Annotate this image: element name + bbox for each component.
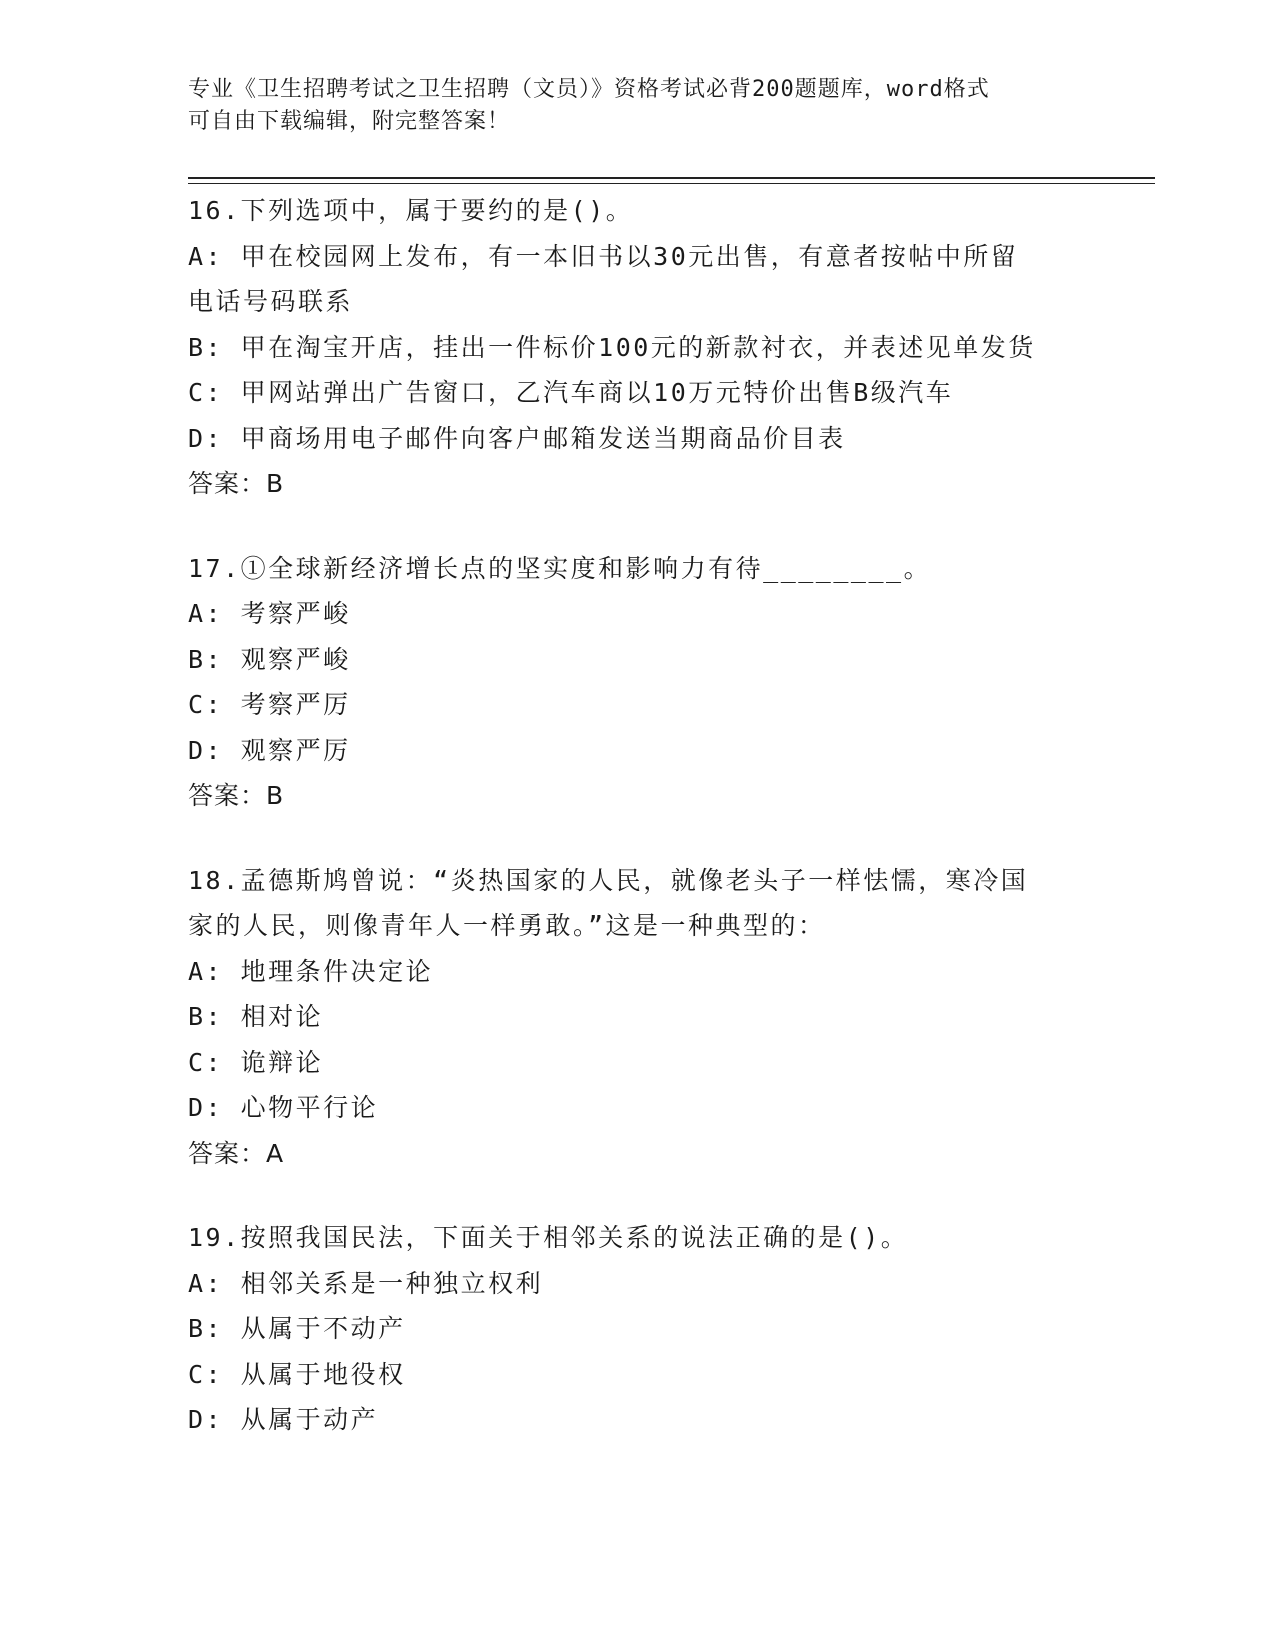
header-divider-thin	[188, 183, 1155, 184]
header-line-1: 专业《卫生招聘考试之卫生招聘（文员）》资格考试必背200题题库，word格式	[188, 77, 990, 102]
option-a: A: 地理条件决定论	[188, 956, 434, 986]
option-c: C: 考察严厉	[188, 690, 351, 719]
option-c: C: 诡辩论	[188, 1047, 324, 1077]
option-a-continued: 电话号码联系	[188, 287, 354, 316]
header-line-2: 可自由下载编辑，附完整答案！	[188, 109, 511, 134]
option-b: B: 甲在淘宝开店，挂出一件标价100元的新款衬衣，并表述见单发货	[188, 332, 1036, 362]
option-d: D: 甲商场用电子邮件向客户邮箱发送当期商品价目表	[188, 423, 846, 453]
question-stem-continued: 家的人民，则像青年人一样勇敢。”这是一种典型的：	[188, 911, 826, 940]
option-b: B: 观察严峻	[188, 644, 351, 674]
option-b: B: 相对论	[188, 1002, 324, 1031]
option-d: D: 观察严厉	[188, 735, 351, 765]
option-d: D: 从属于动产	[188, 1405, 379, 1434]
answer-label: 答案：B	[188, 781, 285, 810]
option-d: D: 心物平行论	[188, 1093, 379, 1122]
option-c: C: 从属于地役权	[188, 1359, 406, 1389]
question-stem: 17.①全球新经济增长点的坚实度和影响力有待________。	[188, 553, 932, 583]
answer-label: 答案：A	[188, 1138, 285, 1168]
option-a: A: 甲在校园网上发布，有一本旧书以30元出售，有意者按帖中所留	[188, 241, 1019, 271]
question-19	[188, 1215, 1088, 1443]
header-divider-thick	[188, 177, 1155, 179]
question-16	[188, 188, 1088, 507]
question-18	[188, 858, 1088, 1177]
option-a: A: 相邻关系是一种独立权利	[188, 1268, 544, 1298]
question-stem: 16.下列选项中，属于要约的是()。	[188, 196, 634, 225]
answer-label: 答案：B	[188, 469, 285, 498]
document-header	[188, 74, 1088, 138]
question-stem: 19.按照我国民法，下面关于相邻关系的说法正确的是()。	[188, 1223, 909, 1252]
question-stem: 18.孟德斯鸠曾说：“炎热国家的人民，就像老头子一样怯懦，寒冷国	[188, 865, 1029, 895]
question-17	[188, 546, 1088, 819]
option-c: C: 甲网站弹出广告窗口，乙汽车商以10万元特价出售B级汽车	[188, 378, 954, 407]
option-a: A: 考察严峻	[188, 599, 351, 628]
question-list	[188, 188, 1088, 1482]
option-b: B: 从属于不动产	[188, 1314, 406, 1343]
